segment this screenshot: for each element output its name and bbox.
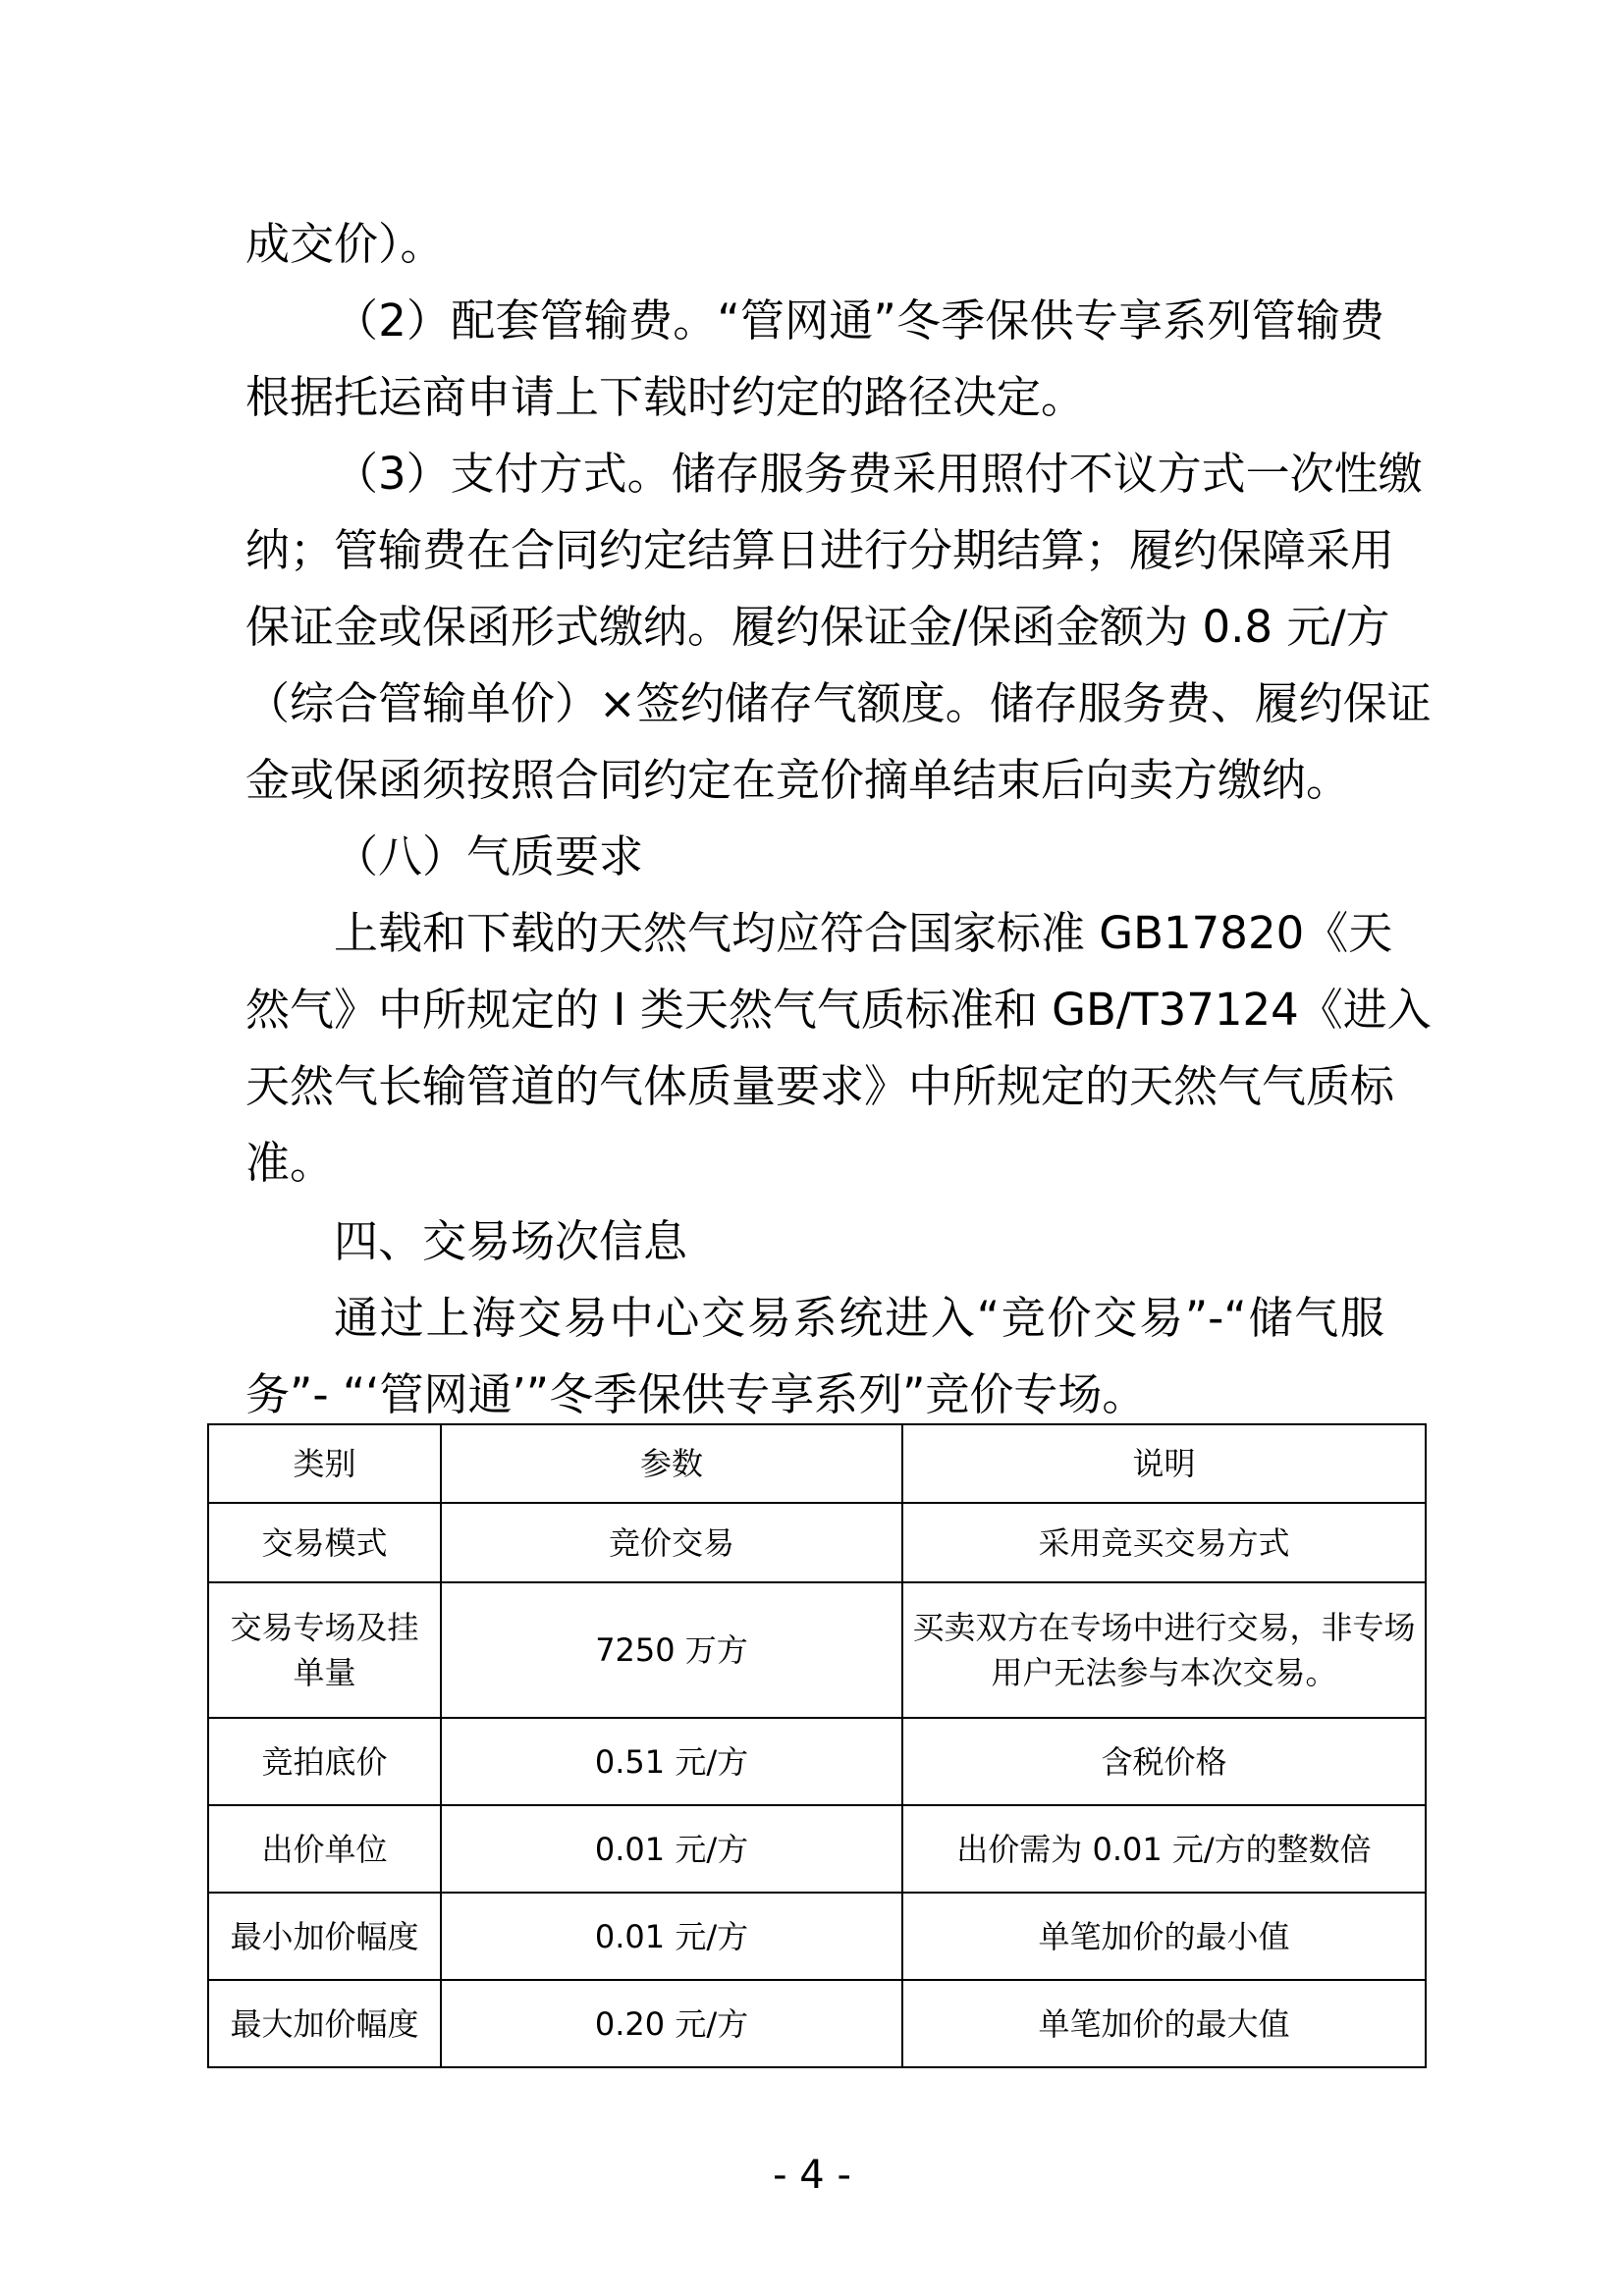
table-cell: 出价单位 [208,1805,441,1893]
section-heading: 四、交易场次信息 [334,1215,688,1267]
table-cell: 买卖双方在专场中进行交易，非专场用户无法参与本次交易。 [902,1582,1426,1718]
paragraph-line: 天然气长输管道的气体质量要求》中所规定的天然气气质标 [245,1060,1395,1112]
paragraph-line: 根据托运商申请上下载时约定的路径决定。 [245,371,1086,423]
table-row [208,1805,1426,1893]
table-row [208,1718,1426,1805]
paragraph-line: （2）配套管输费。“管网通”冬季保供专享系列管输费 [334,294,1384,347]
table-row [208,1582,1426,1718]
table-cell: 0.51 元/方 [441,1718,902,1805]
table-cell: 最小加价幅度 [208,1893,441,1980]
paragraph-line: 准。 [245,1137,335,1189]
table-cell: 最大加价幅度 [208,1980,441,2067]
paragraph-line: 上载和下载的天然气均应符合国家标准 GB17820《天 [334,907,1393,959]
trading-parameters-table [207,1423,1427,2068]
paragraph-line: 金或保函须按照合同约定在竞价摘单结束后向卖方缴纳。 [245,754,1351,806]
table-cell: 7250 万方 [441,1582,902,1718]
table-cell: 出价需为 0.01 元/方的整数倍 [902,1805,1426,1893]
paragraph-line: 保证金或保函形式缴纳。履约保证金/保函金额为 0.8 元/方 [245,601,1390,653]
table-cell: 竞价交易 [441,1503,902,1582]
page-number: - 4 - [773,2153,851,2198]
table-cell: 0.01 元/方 [441,1805,902,1893]
section-heading: （八）气质要求 [334,830,644,882]
table-cell: 采用竞买交易方式 [902,1503,1426,1582]
table-cell: 含税价格 [902,1718,1426,1805]
table-cell: 0.20 元/方 [441,1980,902,2067]
table-cell: 单笔加价的最大值 [902,1980,1426,2067]
table-header-row [208,1424,1426,1503]
paragraph-line: （综合管输单价）×签约储存气额度。储存服务费、履约保证 [245,677,1432,729]
table-header-cell: 说明 [902,1424,1426,1503]
table-cell: 单笔加价的最小值 [902,1893,1426,1980]
table-cell: 交易模式 [208,1503,441,1582]
table-cell: 交易专场及挂单量 [208,1582,441,1718]
table-cell: 竞拍底价 [208,1718,441,1805]
table-row [208,1503,1426,1582]
paragraph-line: （3）支付方式。储存服务费采用照付不议方式一次性缴 [334,448,1423,500]
paragraph-line: 纳；管输费在合同约定结算日进行分期结算；履约保障采用 [245,524,1395,576]
paragraph-line: 务”- “‘管网通’”冬季保供专享系列”竞价专场。 [245,1368,1147,1420]
table-row [208,1980,1426,2067]
table-row [208,1893,1426,1980]
table-header-cell: 类别 [208,1424,441,1503]
paragraph-line: 成交价）。 [245,218,445,270]
paragraph-line: 通过上海交易中心交易系统进入“竞价交易”-“储气服 [334,1292,1384,1344]
table-cell: 0.01 元/方 [441,1893,902,1980]
table-header-cell: 参数 [441,1424,902,1503]
paragraph-line: 然气》中所规定的 I 类天然气气质标准和 GB/T37124《进入 [245,984,1432,1036]
